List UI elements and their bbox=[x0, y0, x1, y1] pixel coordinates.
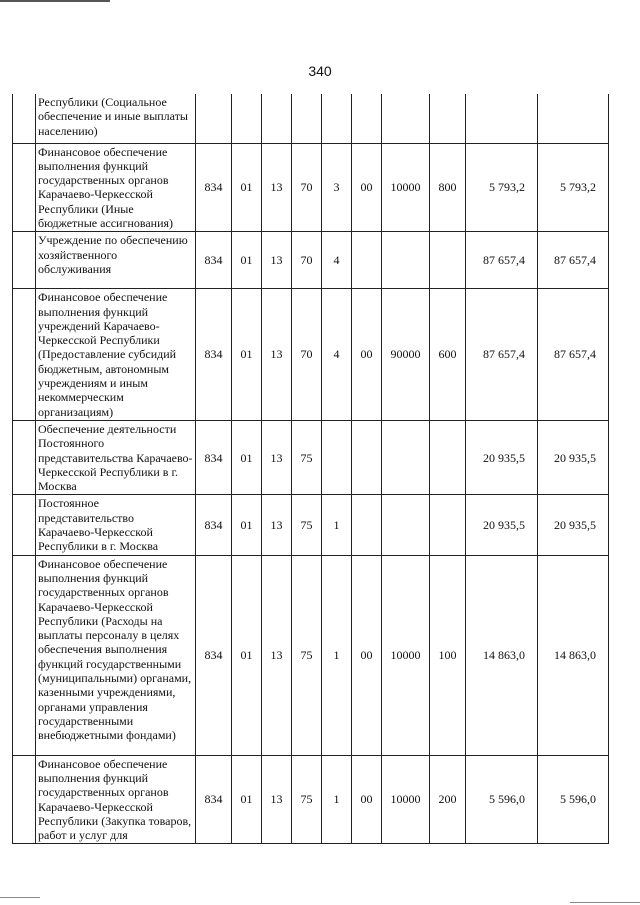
group-cell: 00 bbox=[352, 143, 382, 232]
group-cell: 00 bbox=[352, 555, 382, 755]
amount-year2-cell: 5 596,0 bbox=[538, 755, 609, 844]
amount-year2-cell: 5 793,2 bbox=[538, 143, 609, 232]
code-cell: 834 bbox=[196, 420, 232, 494]
group-cell: 00 bbox=[352, 289, 382, 421]
table-row bbox=[13, 555, 609, 755]
program-cell: 75 bbox=[292, 755, 322, 844]
amount-year1-cell: 20 935,5 bbox=[466, 420, 538, 494]
amount-year1-cell: 5 596,0 bbox=[466, 755, 538, 844]
group-cell: 00 bbox=[352, 755, 382, 844]
section-cell: 01 bbox=[232, 420, 262, 494]
section-cell: 01 bbox=[232, 232, 262, 289]
expense-type-cell: 600 bbox=[430, 289, 466, 421]
program-cell: 75 bbox=[292, 555, 322, 755]
subsection-cell: 13 bbox=[262, 420, 292, 494]
program-cell: 70 bbox=[292, 143, 322, 232]
subprogram-cell bbox=[322, 94, 352, 143]
top-rule bbox=[0, 0, 110, 2]
table-row bbox=[13, 143, 609, 232]
code-cell: 834 bbox=[196, 232, 232, 289]
item-name-cell: Финансовое обеспечение выполнения функций государственных органов Карачаево-Черкесской Республики (Расходы на выплаты персоналу в целях обеспечения выполнения функций государственными (муниципальными) органами, казенными учреждениями, органами управления государственными внебюджетными фондами) bbox=[36, 555, 196, 755]
table-row bbox=[13, 420, 609, 494]
amount-year2-cell bbox=[538, 94, 609, 143]
group-cell bbox=[352, 420, 382, 494]
expense-type-cell bbox=[430, 495, 466, 555]
item-name-cell: Обеспечение деятельности Постоянного представительства Карачаево-Черкесской Республики в г. Москва bbox=[36, 420, 196, 494]
section-cell bbox=[232, 94, 262, 143]
direction-cell: 10000 bbox=[382, 143, 430, 232]
code-cell: 834 bbox=[196, 143, 232, 232]
subsection-cell: 13 bbox=[262, 232, 292, 289]
table-body bbox=[13, 94, 609, 844]
bottom-rule-right bbox=[570, 902, 640, 903]
row-number-cell bbox=[13, 94, 36, 143]
row-number-cell bbox=[13, 495, 36, 555]
direction-cell: 90000 bbox=[382, 289, 430, 421]
code-cell: 834 bbox=[196, 555, 232, 755]
section-cell: 01 bbox=[232, 555, 262, 755]
row-number-cell bbox=[13, 555, 36, 755]
table-row bbox=[13, 755, 609, 844]
expense-type-cell bbox=[430, 420, 466, 494]
row-number-cell bbox=[13, 289, 36, 421]
row-number-cell bbox=[13, 420, 36, 494]
subprogram-cell: 1 bbox=[322, 755, 352, 844]
direction-cell bbox=[382, 94, 430, 143]
item-name-cell: Республики (Социальное обеспечение и иные выплаты населению) bbox=[36, 94, 196, 143]
expense-type-cell: 800 bbox=[430, 143, 466, 232]
direction-cell bbox=[382, 420, 430, 494]
table-row bbox=[13, 232, 609, 289]
budget-table bbox=[12, 94, 609, 844]
direction-cell bbox=[382, 232, 430, 289]
program-cell: 70 bbox=[292, 232, 322, 289]
direction-cell: 10000 bbox=[382, 755, 430, 844]
amount-year2-cell: 20 935,5 bbox=[538, 420, 609, 494]
subprogram-cell: 1 bbox=[322, 495, 352, 555]
subsection-cell: 13 bbox=[262, 555, 292, 755]
amount-year1-cell bbox=[466, 94, 538, 143]
expense-type-cell bbox=[430, 94, 466, 143]
item-name-cell: Постоянное представительство Карачаево-Черкесской Республики в г. Москва bbox=[36, 495, 196, 555]
section-cell: 01 bbox=[232, 289, 262, 421]
item-name-cell: Учреждение по обеспечению хозяйственного обслуживания bbox=[36, 232, 196, 289]
expense-type-cell: 100 bbox=[430, 555, 466, 755]
code-cell: 834 bbox=[196, 495, 232, 555]
subprogram-cell: 1 bbox=[322, 555, 352, 755]
amount-year1-cell: 20 935,5 bbox=[466, 495, 538, 555]
code-cell bbox=[196, 94, 232, 143]
item-name-cell: Финансовое обеспечение выполнения функций государственных органов Карачаево-Черкесской Республики (Иные бюджетные ассигнования) bbox=[36, 143, 196, 232]
subprogram-cell bbox=[322, 420, 352, 494]
amount-year2-cell: 14 863,0 bbox=[538, 555, 609, 755]
group-cell bbox=[352, 495, 382, 555]
section-cell: 01 bbox=[232, 755, 262, 844]
page-number: 340 bbox=[308, 63, 332, 79]
subsection-cell: 13 bbox=[262, 289, 292, 421]
section-cell: 01 bbox=[232, 495, 262, 555]
subprogram-cell: 3 bbox=[322, 143, 352, 232]
code-cell: 834 bbox=[196, 289, 232, 421]
group-cell bbox=[352, 232, 382, 289]
subprogram-cell: 4 bbox=[322, 289, 352, 421]
program-cell: 70 bbox=[292, 289, 322, 421]
row-number-cell bbox=[13, 143, 36, 232]
amount-year1-cell: 14 863,0 bbox=[466, 555, 538, 755]
amount-year2-cell: 87 657,4 bbox=[538, 232, 609, 289]
expense-type-cell: 200 bbox=[430, 755, 466, 844]
subsection-cell: 13 bbox=[262, 143, 292, 232]
table-row bbox=[13, 495, 609, 555]
expense-type-cell bbox=[430, 232, 466, 289]
table-row bbox=[13, 94, 609, 143]
amount-year1-cell: 87 657,4 bbox=[466, 232, 538, 289]
item-name-cell: Финансовое обеспечение выполнения функций государственных органов Карачаево-Черкесской Республики (Закупка товаров, работ и услуг для bbox=[36, 755, 196, 844]
section-cell: 01 bbox=[232, 143, 262, 232]
subsection-cell: 13 bbox=[262, 755, 292, 844]
subsection-cell bbox=[262, 94, 292, 143]
program-cell: 75 bbox=[292, 495, 322, 555]
group-cell bbox=[352, 94, 382, 143]
direction-cell: 10000 bbox=[382, 555, 430, 755]
code-cell: 834 bbox=[196, 755, 232, 844]
program-cell bbox=[292, 94, 322, 143]
direction-cell bbox=[382, 495, 430, 555]
item-name-cell: Финансовое обеспечение выполнения функций учреждений Карачаево-Черкесской Республики (Предоставление субсидий бюджетным, автономным учреждениям и иным некоммерческим организациям) bbox=[36, 289, 196, 421]
amount-year2-cell: 20 935,5 bbox=[538, 495, 609, 555]
bottom-rule-left bbox=[0, 897, 40, 898]
amount-year1-cell: 5 793,2 bbox=[466, 143, 538, 232]
row-number-cell bbox=[13, 232, 36, 289]
row-number-cell bbox=[13, 755, 36, 844]
amount-year2-cell: 87 657,4 bbox=[538, 289, 609, 421]
amount-year1-cell: 87 657,4 bbox=[466, 289, 538, 421]
subprogram-cell: 4 bbox=[322, 232, 352, 289]
subsection-cell: 13 bbox=[262, 495, 292, 555]
program-cell: 75 bbox=[292, 420, 322, 494]
table-row bbox=[13, 289, 609, 421]
